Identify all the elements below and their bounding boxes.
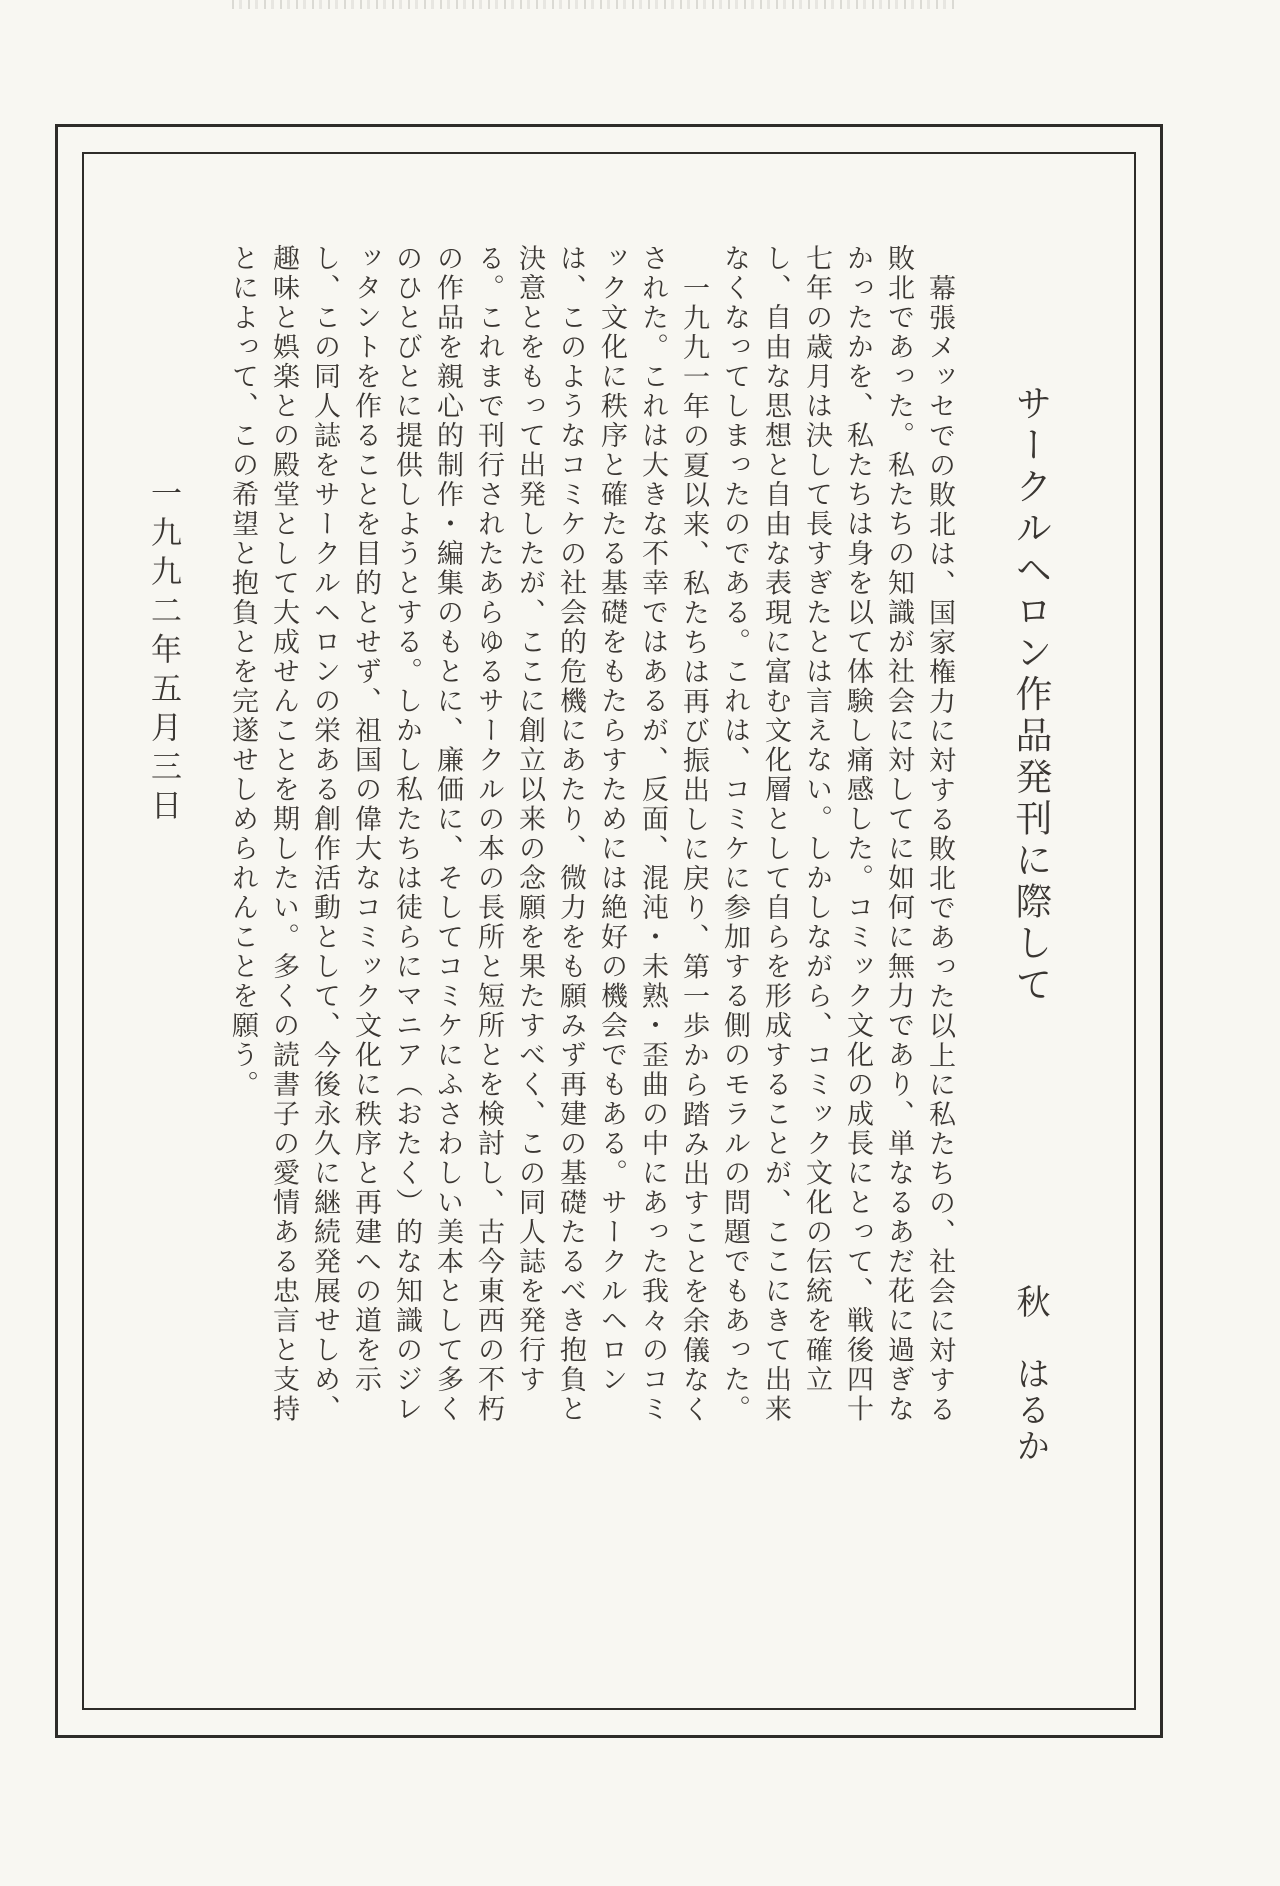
publication-date: 一九九二年五月三日 (146, 477, 181, 828)
scan-artifact-top (232, 0, 956, 9)
page-title: サークルヘロン作品発刊に際して (1009, 384, 1050, 1007)
body-paragraph: 一九九一年の夏以来、私たちは再び振出しに戻り、第一歩から踏み出すことを余儀なくされた。これは大きな不幸ではあるが、反面、混沌・未熟・歪曲の中にあった我々のコミック文化に秩序と確たる基礎をもたらすためには絶好の機会でもある。サークルヘロンは、このようなコミケの社会的危機にあたり、微力をも願みず再建の基礎たるべき抱負と決意とをもって出発したが、ここに創立以来の念願を果たすべく、この同人誌を発行する。これまで刊行されたあらゆるサークルの本の長所と短所とを検討し、古今東西の不朽の作品を親心的制作・編集のもとに、廉価に、そしてコミケにふさわしい美本として多くのひとびとに提供しようとする。しかし私たちは徒らにマニア（おたく）的な知識のジレッタントを作ることを目的とせず、祖国の偉大なコミック文化に秩序と再建への道を示し、この同人誌をサークルヘロンの栄ある創作活動として、今後永久に継続発展せしめ、趣味と娯楽との殿堂として大成せんことを期したい。多くの読書子の愛情ある忠言と支持とによって、この希望と抱負とを完遂せしめられんことを願う。 (228, 244, 709, 1425)
body-paragraph: 幕張メッセでの敗北は、国家権力に対する敗北であった以上に私たちの、社会に対する敗北であった。私たちの知識が社会に対してに如何に無力であり、単なるあだ花に過ぎなかったかを、私たちは身を以て体験し痛感した。コミック文化の成長にとって、戦後四十七年の歳月は決して長すぎたとは言えない。しかしながら、コミック文化の伝統を確立し、自由な思想と自由な表現に富む文化層として自らを形成することが、ここにきて出来なくなってしまったのである。これは、コミケに参加する側のモラルの問題でもあった。 (720, 244, 955, 1425)
author-name: 秋 はるか (1011, 1284, 1048, 1464)
body-text (220, 244, 960, 1428)
